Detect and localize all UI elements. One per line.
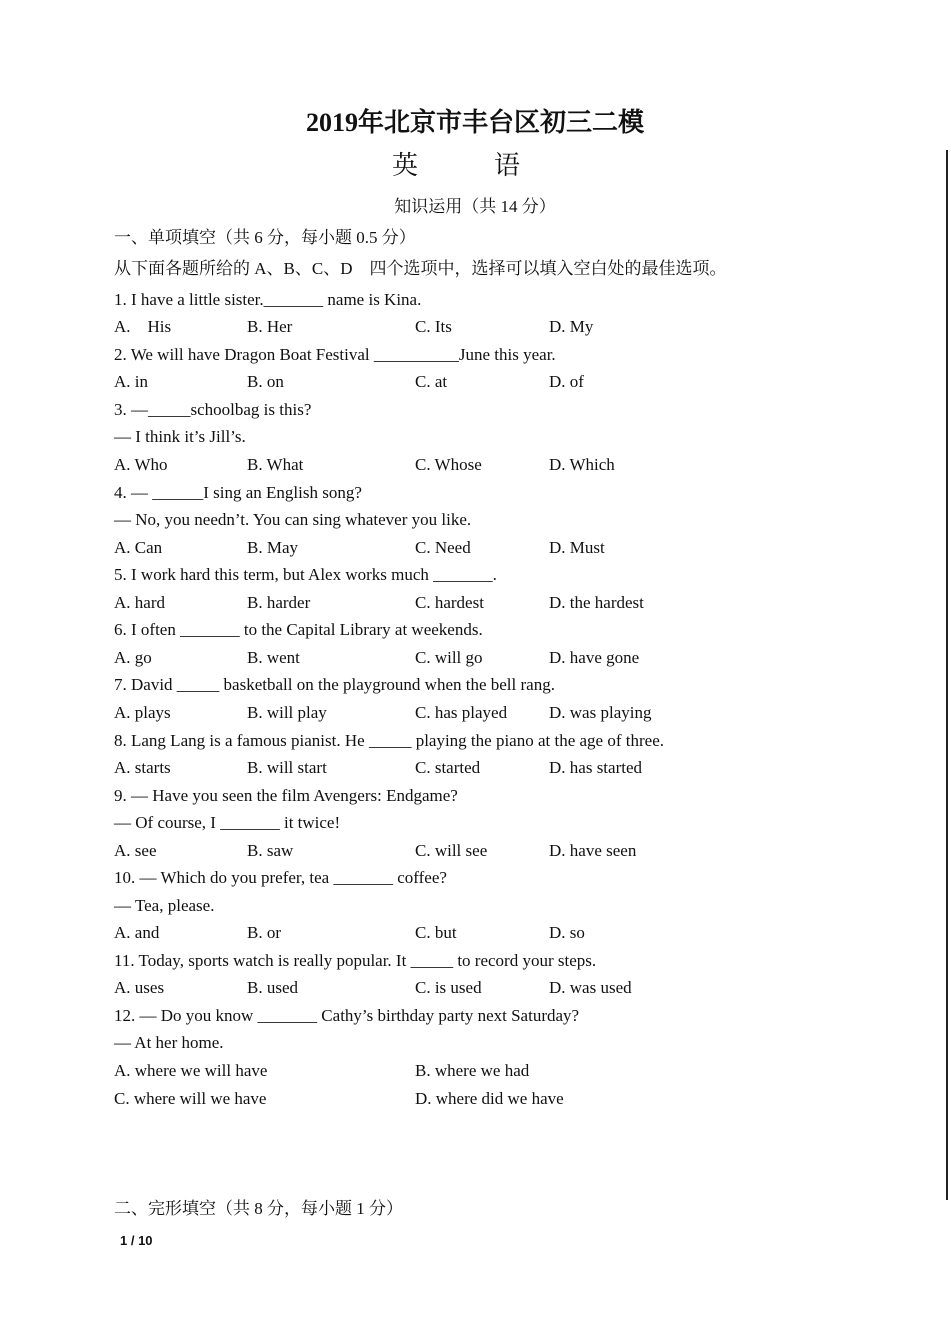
option-c: C. but — [415, 923, 457, 942]
question-4-stem: 4. — ______I sing an English song? — [114, 483, 362, 502]
option-d: D. have seen — [549, 841, 637, 860]
option-c: C. is used — [415, 978, 482, 997]
option-a: A. in — [114, 372, 148, 391]
option-b: B. harder — [247, 593, 311, 612]
option-b: B. will start — [247, 758, 327, 777]
option-d: D. Which — [549, 455, 615, 474]
option-d: D. was used — [549, 978, 632, 997]
option-c: C. will go — [415, 648, 483, 667]
question-2-stem: 2. We will have Dragon Boat Festival __________June this year. — [114, 345, 556, 364]
option-b: B. used — [247, 978, 298, 997]
option-b: B. Her — [247, 317, 293, 336]
page-number: 1 / 10 — [120, 1233, 153, 1248]
option-b: B. What — [247, 455, 304, 474]
option-b: B. saw — [247, 841, 294, 860]
option-b: B. will play — [247, 703, 327, 722]
option-d: D. so — [549, 923, 585, 942]
question-2-options — [114, 369, 834, 395]
question-8-options — [114, 755, 834, 781]
question-7-stem: 7. David _____ basketball on the playground when the bell rang. — [114, 675, 555, 694]
option-a: A. plays — [114, 703, 171, 722]
option-b: B. or — [247, 923, 281, 942]
question-11-options — [114, 975, 834, 1001]
option-d: D. Must — [549, 538, 605, 557]
question-12-stem: 12. — Do you know _______ Cathy’s birthday party next Saturday? — [114, 1006, 580, 1025]
option-c: C. started — [415, 758, 481, 777]
option-d: D. where did we have — [415, 1089, 564, 1108]
question-6-stem: 6. I often _______ to the Capital Library at weekends. — [114, 620, 483, 639]
option-a: A. His — [114, 317, 172, 336]
subject-char-2: 语 — [494, 151, 521, 180]
question-12-reply: — At her home. — [114, 1033, 224, 1052]
option-a: A. and — [114, 923, 160, 942]
option-c: C. Its — [415, 317, 452, 336]
option-d: D. have gone — [549, 648, 640, 667]
option-c: C. has played — [415, 703, 508, 722]
question-5-options — [114, 590, 834, 616]
question-4-options — [114, 535, 834, 561]
question-9-stem: 9. — Have you seen the film Avengers: Endgame? — [114, 786, 458, 805]
option-d: D. the hardest — [549, 593, 644, 612]
page-edge-line — [946, 150, 948, 1200]
question-8-stem: 8. Lang Lang is a famous pianist. He _____ playing the piano at the age of three. — [114, 731, 664, 750]
option-a: A. where we will have — [114, 1061, 268, 1080]
option-c: C. will see — [415, 841, 488, 860]
part1-instruction: 从下面各题所给的 A、B、C、D 四个选项中，选择可以填入空白处的最佳选项。 — [114, 259, 727, 278]
option-d: D. has started — [549, 758, 643, 777]
option-b: B. where we had — [415, 1061, 530, 1080]
option-d: D. of — [549, 372, 584, 391]
question-3-stem: 3. —_____schoolbag is this? — [114, 400, 312, 419]
question-1-stem: 1. I have a little sister._______ name is Kina. — [114, 290, 422, 309]
question-6-options — [114, 645, 834, 671]
option-c: C. Whose — [415, 455, 482, 474]
question-3-options — [114, 452, 834, 478]
option-d: D. My — [549, 317, 594, 336]
question-5-stem: 5. I work hard this term, but Alex works much _______. — [114, 565, 497, 584]
question-7-options — [114, 700, 834, 726]
section-heading: 知识运用（共 14 分） — [394, 197, 556, 216]
option-c: C. hardest — [415, 593, 484, 612]
part1-heading: 一、单项填空（共 6 分，每小题 0.5 分） — [114, 228, 416, 247]
question-9-options — [114, 838, 834, 864]
question-9-reply: — Of course, I _______ it twice! — [114, 813, 341, 832]
option-b: B. May — [247, 538, 298, 557]
question-3-reply: — I think it’s Jill’s. — [114, 427, 246, 446]
option-d: D. was playing — [549, 703, 652, 722]
question-11-stem: 11. Today, sports watch is really popular. It _____ to record your steps. — [114, 951, 597, 970]
option-c: C. where will we have — [114, 1089, 267, 1108]
document-title: 2019年北京市丰台区初三二模 — [305, 108, 644, 137]
question-4-reply: — No, you needn’t. You can sing whatever you like. — [114, 510, 472, 529]
option-a: A. see — [114, 841, 157, 860]
option-a: A. Can — [114, 538, 163, 557]
option-a: A. hard — [114, 593, 165, 612]
question-1-options — [114, 314, 834, 340]
subject-char-1: 英 — [392, 151, 419, 180]
subject-heading — [0, 146, 950, 186]
option-a: A. starts — [114, 758, 171, 777]
option-b: B. went — [247, 648, 300, 667]
option-a: A. go — [114, 648, 152, 667]
option-a: A. Who — [114, 455, 168, 474]
question-10-reply: — Tea, please. — [114, 896, 215, 915]
option-a: A. uses — [114, 978, 165, 997]
question-12-options-ab — [114, 1058, 834, 1084]
option-b: B. on — [247, 372, 284, 391]
question-10-stem: 10. — Which do you prefer, tea _______ coffee? — [114, 868, 447, 887]
option-c: C. Need — [415, 538, 471, 557]
question-10-options — [114, 920, 834, 946]
option-c: C. at — [415, 372, 448, 391]
question-12-options-cd — [114, 1086, 834, 1112]
part2-heading: 二、完形填空（共 8 分，每小题 1 分） — [114, 1199, 403, 1218]
